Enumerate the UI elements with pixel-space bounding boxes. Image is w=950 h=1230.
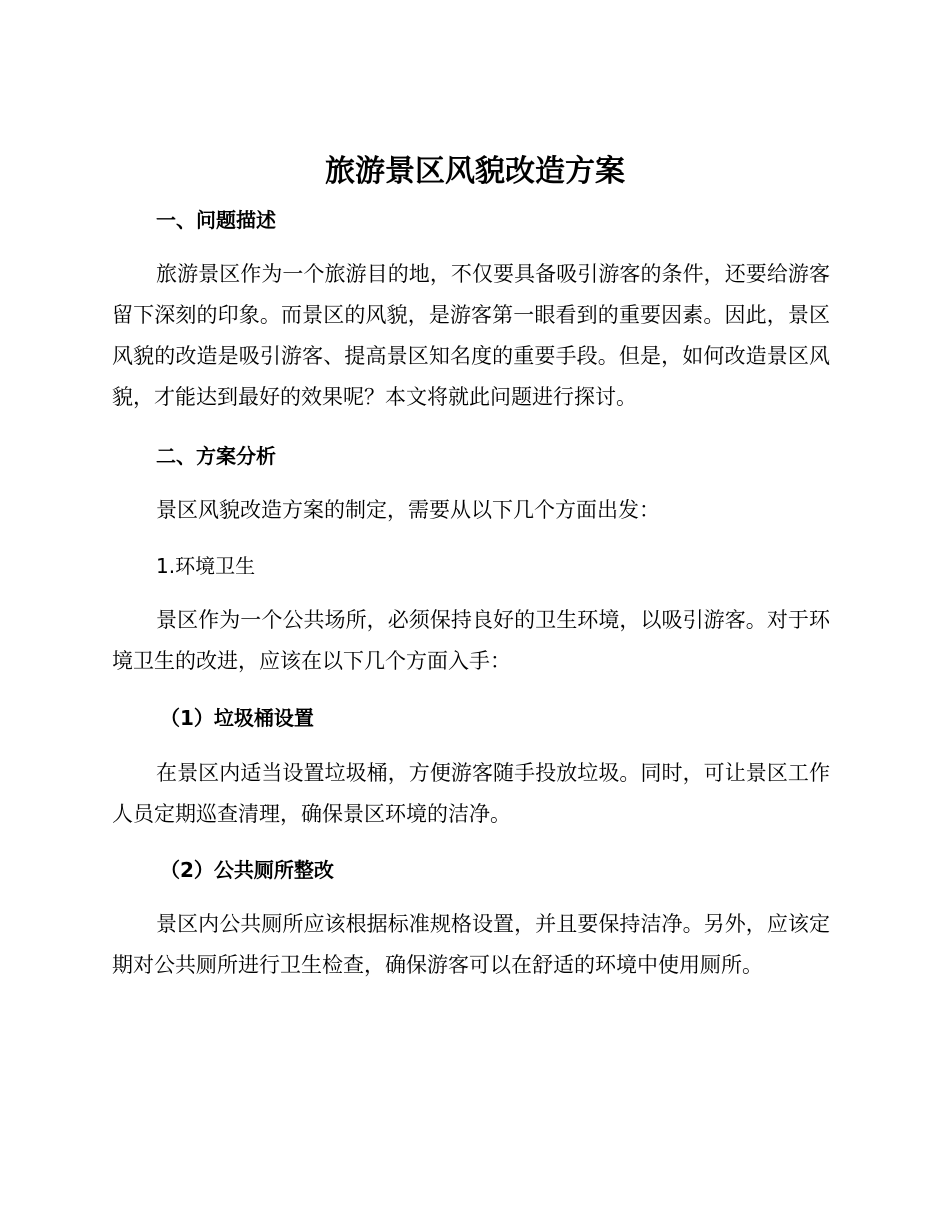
subheading-public-toilets: （2）公共厕所整改 xyxy=(160,858,334,882)
paragraph-environment: 景区作为一个公共场所，必须保持良好的卫生环境，以吸引游客。对于环境卫生的改进，应该在以下几个方面入手： xyxy=(112,608,830,673)
item-heading-environment: 1.环境卫生 xyxy=(156,554,256,578)
section-heading-analysis: 二、方案分析 xyxy=(156,444,276,468)
paragraph-analysis-intro: 景区风貌改造方案的制定，需要从以下几个方面出发： xyxy=(156,498,660,522)
paragraph-public-toilets: 景区内公共厕所应该根据标准规格设置，并且要保持洁净。另外，应该定期对公共厕所进行卫生检查，确保游客可以在舒适的环境中使用厕所。 xyxy=(112,912,830,977)
paragraph-trash-bins: 在景区内适当设置垃圾桶，方便游客随手投放垃圾。同时，可让景区工作人员定期巡查清理，确保景区环境的洁净。 xyxy=(112,761,830,826)
section-heading-problem: 一、问题描述 xyxy=(156,208,276,232)
document-title: 旅游景区风貌改造方案 xyxy=(325,154,625,189)
paragraph-problem-description: 旅游景区作为一个旅游目的地，不仅要具备吸引游客的条件，还要给游客留下深刻的印象。而景区的风貌，是游客第一眼看到的重要因素。因此，景区风貌的改造是吸引游客、提高景区知名度的重要手段。但是，如何改造景区风貌，才能达到最好的效果呢？本文将就此问题进行探讨。 xyxy=(112,262,830,409)
subheading-trash-bins: （1）垃圾桶设置 xyxy=(160,706,314,730)
